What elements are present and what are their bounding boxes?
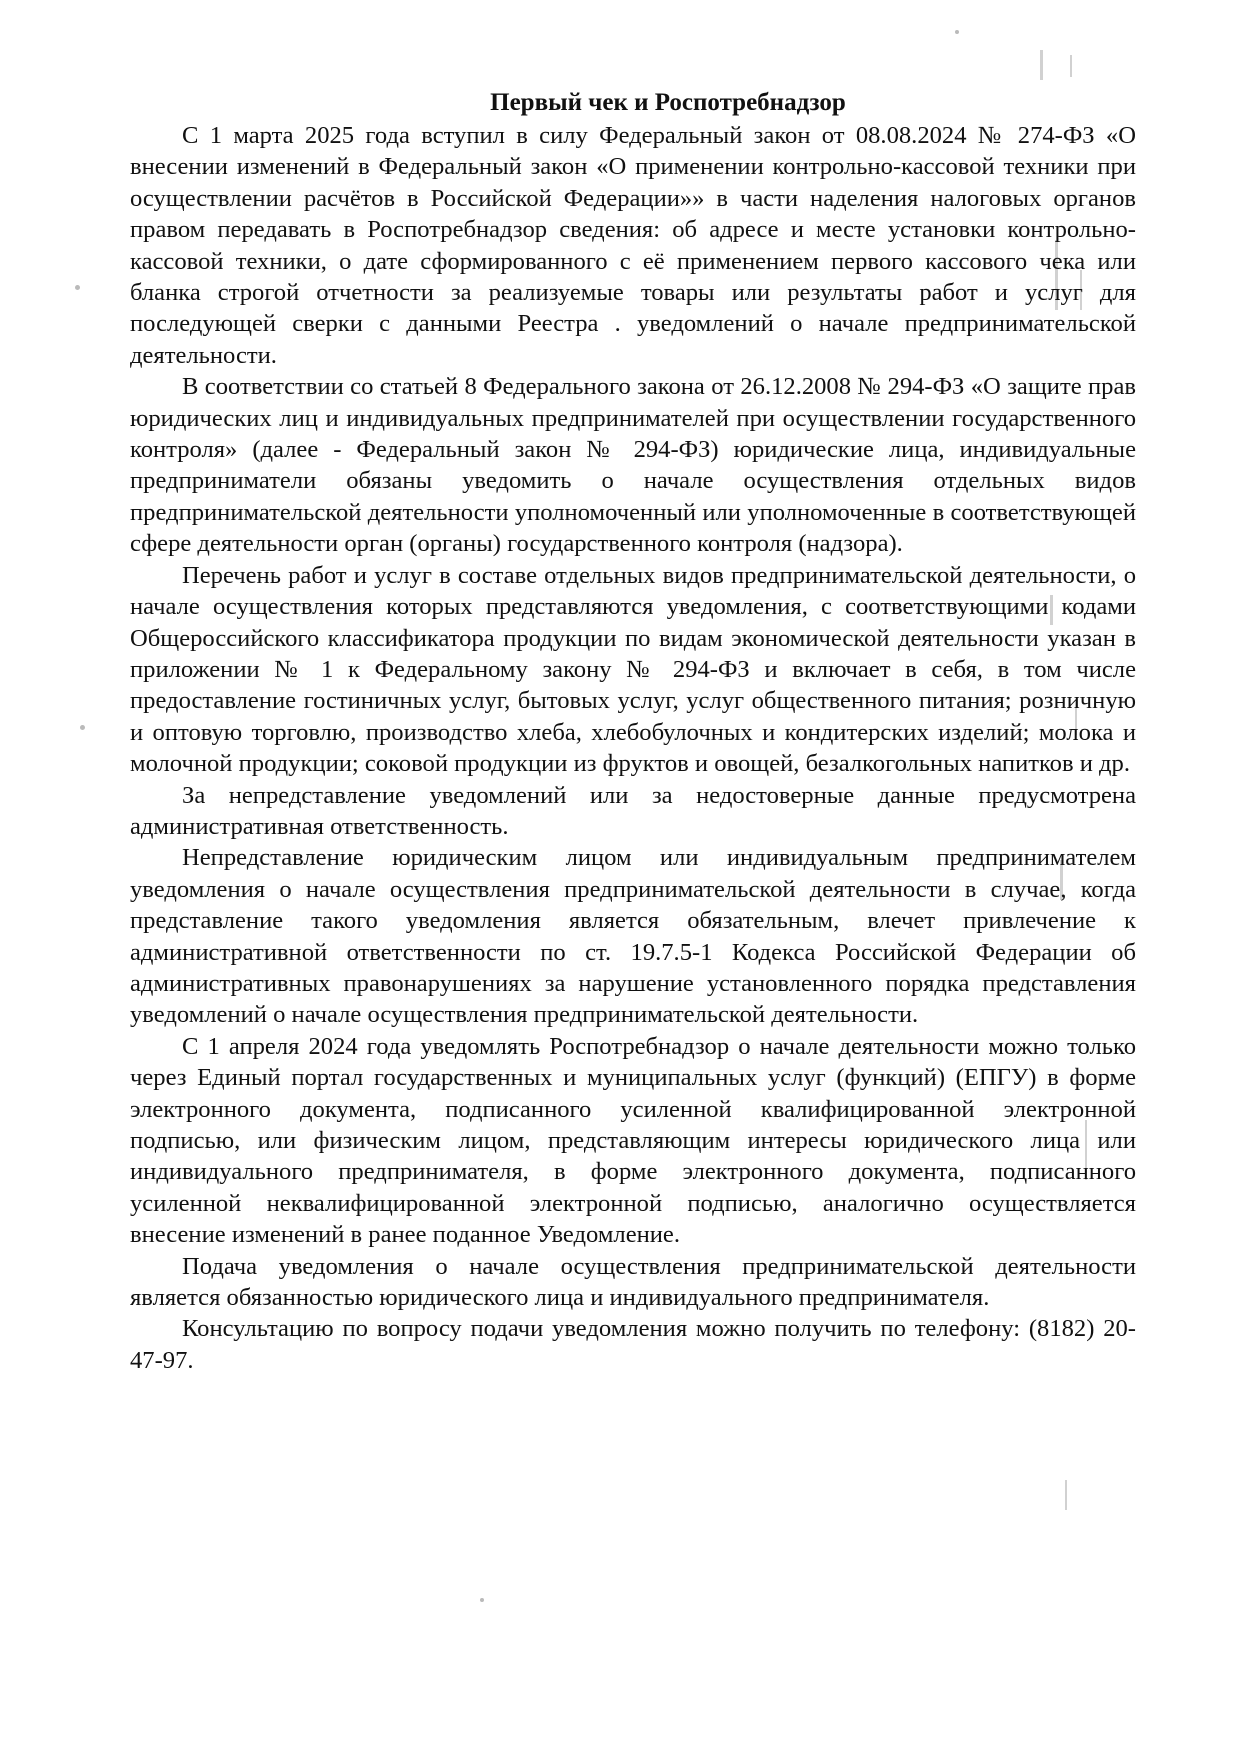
paragraph-5: Непредставление юридическим лицом или индивидуальным предпринимателем уведомления о начале осуществления предпринимательской деятельности в случае, когда представление такого уведомления является обязательным, влечет привлечение к административной ответственности по ст. 19.7.5-1 Кодекса Российской Федерации об административных правонарушениях за нарушение установленного порядка представления уведомлений о начале осуществления предпринимательской деятельности. <box>130 844 1136 1029</box>
paragraph-1: С 1 марта 2025 года вступил в силу Федеральный закон от 08.08.2024 № 274-ФЗ «О внесении изменений в Федеральный закон «О применении контрольно-кассовой техники при осуществлении расчётов в Российской Федерации»» в части наделения налоговых органов правом передавать в Роспотребнадзор сведения: об адресе и месте установки контрольно-кассовой техники, о дате сформированного с её применением первого кассового чека или бланка строгой отчетности за реализуемые товары или результаты работ и услуг для последующей сверки с данными Реестра . уведомлений о начале предпринимательской деятельности. <box>130 122 1136 369</box>
document-body <box>130 86 1136 1376</box>
scan-noise <box>1065 1480 1067 1510</box>
scan-noise <box>1040 50 1043 80</box>
scan-speck <box>80 725 85 730</box>
paragraph-6: С 1 апреля 2024 года уведомлять Роспотребнадзор о начале деятельности можно только через Единый портал государственных и муниципальных услуг (функций) (ЕПГУ) в форме электронного документа, подписанного усиленной квалифицированной электронной подписью, или физическим лицом, представляющим интересы юридического лица или индивидуального предпринимателя, в форме электронного документа, подписанного усиленной неквалифицированной электронной подписью, аналогично осуществляется внесение изменений в ранее поданное Уведомление. <box>130 1032 1136 1249</box>
scan-speck <box>480 1598 484 1602</box>
paragraph-4: За непредставление уведомлений или за недостоверные данные предусмотрена административная ответственность. <box>130 781 1136 840</box>
document-title: Первый чек и Роспотребнадзор <box>490 89 846 116</box>
paragraph-7: Подача уведомления о начале осуществления предпринимательской деятельности является обязанностью юридического лица и индивидуального предпринимателя. <box>130 1252 1136 1312</box>
paragraph-3: Перечень работ и услуг в составе отдельных видов предпринимательской деятельности, о начале осуществления которых представляются уведомления, с соответствующими кодами Общероссийского классификатора продукции по видам экономической деятельности указан в приложении № 1 к Федеральному закону № 294-ФЗ и включает в себя, в том числе предоставление гостиничных услуг, бытовых услуг, услуг общественного питания; розничную и оптовую торговлю, производство хлеба, хлебобулочных и кондитерских изделий; молока и молочной продукции; соковой продукции из фруктов и овощей, безалкогольных напитков и др. <box>130 561 1136 778</box>
scan-noise <box>1070 55 1072 77</box>
paragraph-2: В соответствии со статьей 8 Федерального закона от 26.12.2008 № 294-ФЗ «О защите прав юридических лиц и индивидуальных предпринимателей при осуществлении государственного контроля» (далее - Федеральный закон № 294-ФЗ) юридические лица, индивидуальные предприниматели обязаны уведомить о начале осуществления отдельных видов предпринимательской деятельности уполномоченный или уполномоченные в соответствующей сфере деятельности орган (органы) государственного контроля (надзора). <box>130 373 1136 558</box>
paragraph-8: Консультацию по вопросу подачи уведомления можно получить по телефону: (8182) 20-47-97. <box>130 1315 1136 1374</box>
scan-speck <box>955 30 959 34</box>
scan-speck <box>75 285 80 290</box>
